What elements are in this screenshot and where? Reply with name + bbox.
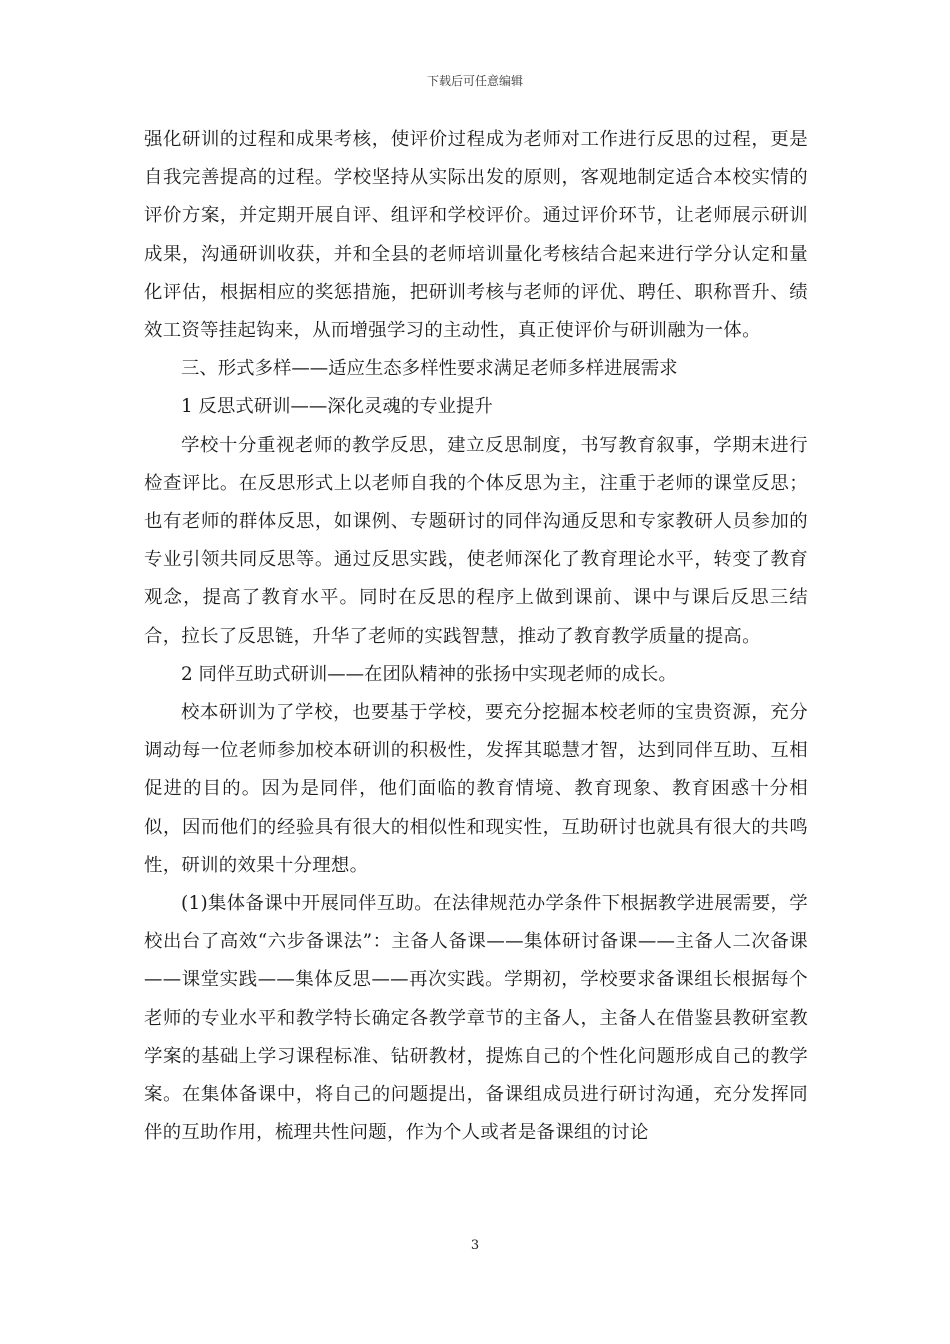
page-header-note: 下载后可任意编辑 bbox=[426, 74, 523, 88]
paragraph-peer-support: 校本研训为了学校，也要基于学校，要充分挖掘本校老师的宝贵资源，充分调动每一位老师参加校本研训的积极性，发挥其聪慧才智，达到同伴互助、互相促进的目的。因为是同伴，他们面临的教育情境、教育现象、教育困惑十分相似，因而他们的经验具有很大的相似性和现实性，互助研讨也就具有很大的共鸣性，研训的效果十分理想。 bbox=[144, 702, 808, 876]
paragraph-reflection: 学校十分重视老师的教学反思，建立反思制度，书写教育叙事，学期末进行检查评比。在反思形式上以老师自我的个体反思为主，注重于老师的课堂反思；也有老师的群体反思，如课例、专题研讨的同伴沟通反思和专家教研人员参加的专业引领共同反思等。通过反思实践，使老师深化了教育理论水平，转变了教育观念，提高了教育水平。同时在反思的程序上做到课前、课中与课后反思三结合，拉长了反思链，升华了老师的实践智慧，推动了教育教学质量的提高。 bbox=[144, 434, 808, 647]
paragraph-collective-lesson-prep: (1)集体备课中开展同伴互助。在法律规范办学条件下根据教学进展需要，学校出台了高效“六步备课法”：主备人备课——集体研讨备课——主备人二次备课——课堂实践——集体反思——再次实践。学期初，学校要求备课组长根据每个老师的专业水平和教学特长确定各教学章节的主备人，主备人在借鉴县教研室教学案的基础上学习课程标准、钻研教材，提炼自己的个性化问题形成自己的教学案。在集体备课中，将自己的问题提出，备课组成员进行研讨沟通，充分发挥同伴的互助作用，梳理共性问题，作为个人或者是备课组的讨论 bbox=[144, 893, 808, 1144]
section-heading-diverse-forms: 三、形式多样——适应生态多样性要求满足老师多样进展需求 bbox=[181, 358, 678, 380]
subheading-peer-support-training: 2 同伴互助式研训——在团队精神的张扬中实现老师的成长。 bbox=[181, 663, 677, 685]
subheading-reflective-training: 1 反思式研训——深化灵魂的专业提升 bbox=[181, 396, 493, 418]
paragraph-evaluation: 强化研训的过程和成果考核，使评价过程成为老师对工作进行反思的过程，更是自我完善提高的过程。学校坚持从实际出发的原则，客观地制定适合本校实情的评价方案，并定期开展自评、组评和学校评价。通过评价环节，让老师展示研训成果，沟通研训收获，并和全县的老师培训量化考核结合起来进行学分认定和量化评估，根据相应的奖惩措施，把研训考核与老师的评优、聘任、职称晋升、绩效工资等挂起钩来，从而增强学习的主动性，真正使评价与研训融为一体。 bbox=[144, 129, 808, 342]
page-body bbox=[144, 121, 808, 1152]
page-number: 3 bbox=[470, 1238, 480, 1253]
